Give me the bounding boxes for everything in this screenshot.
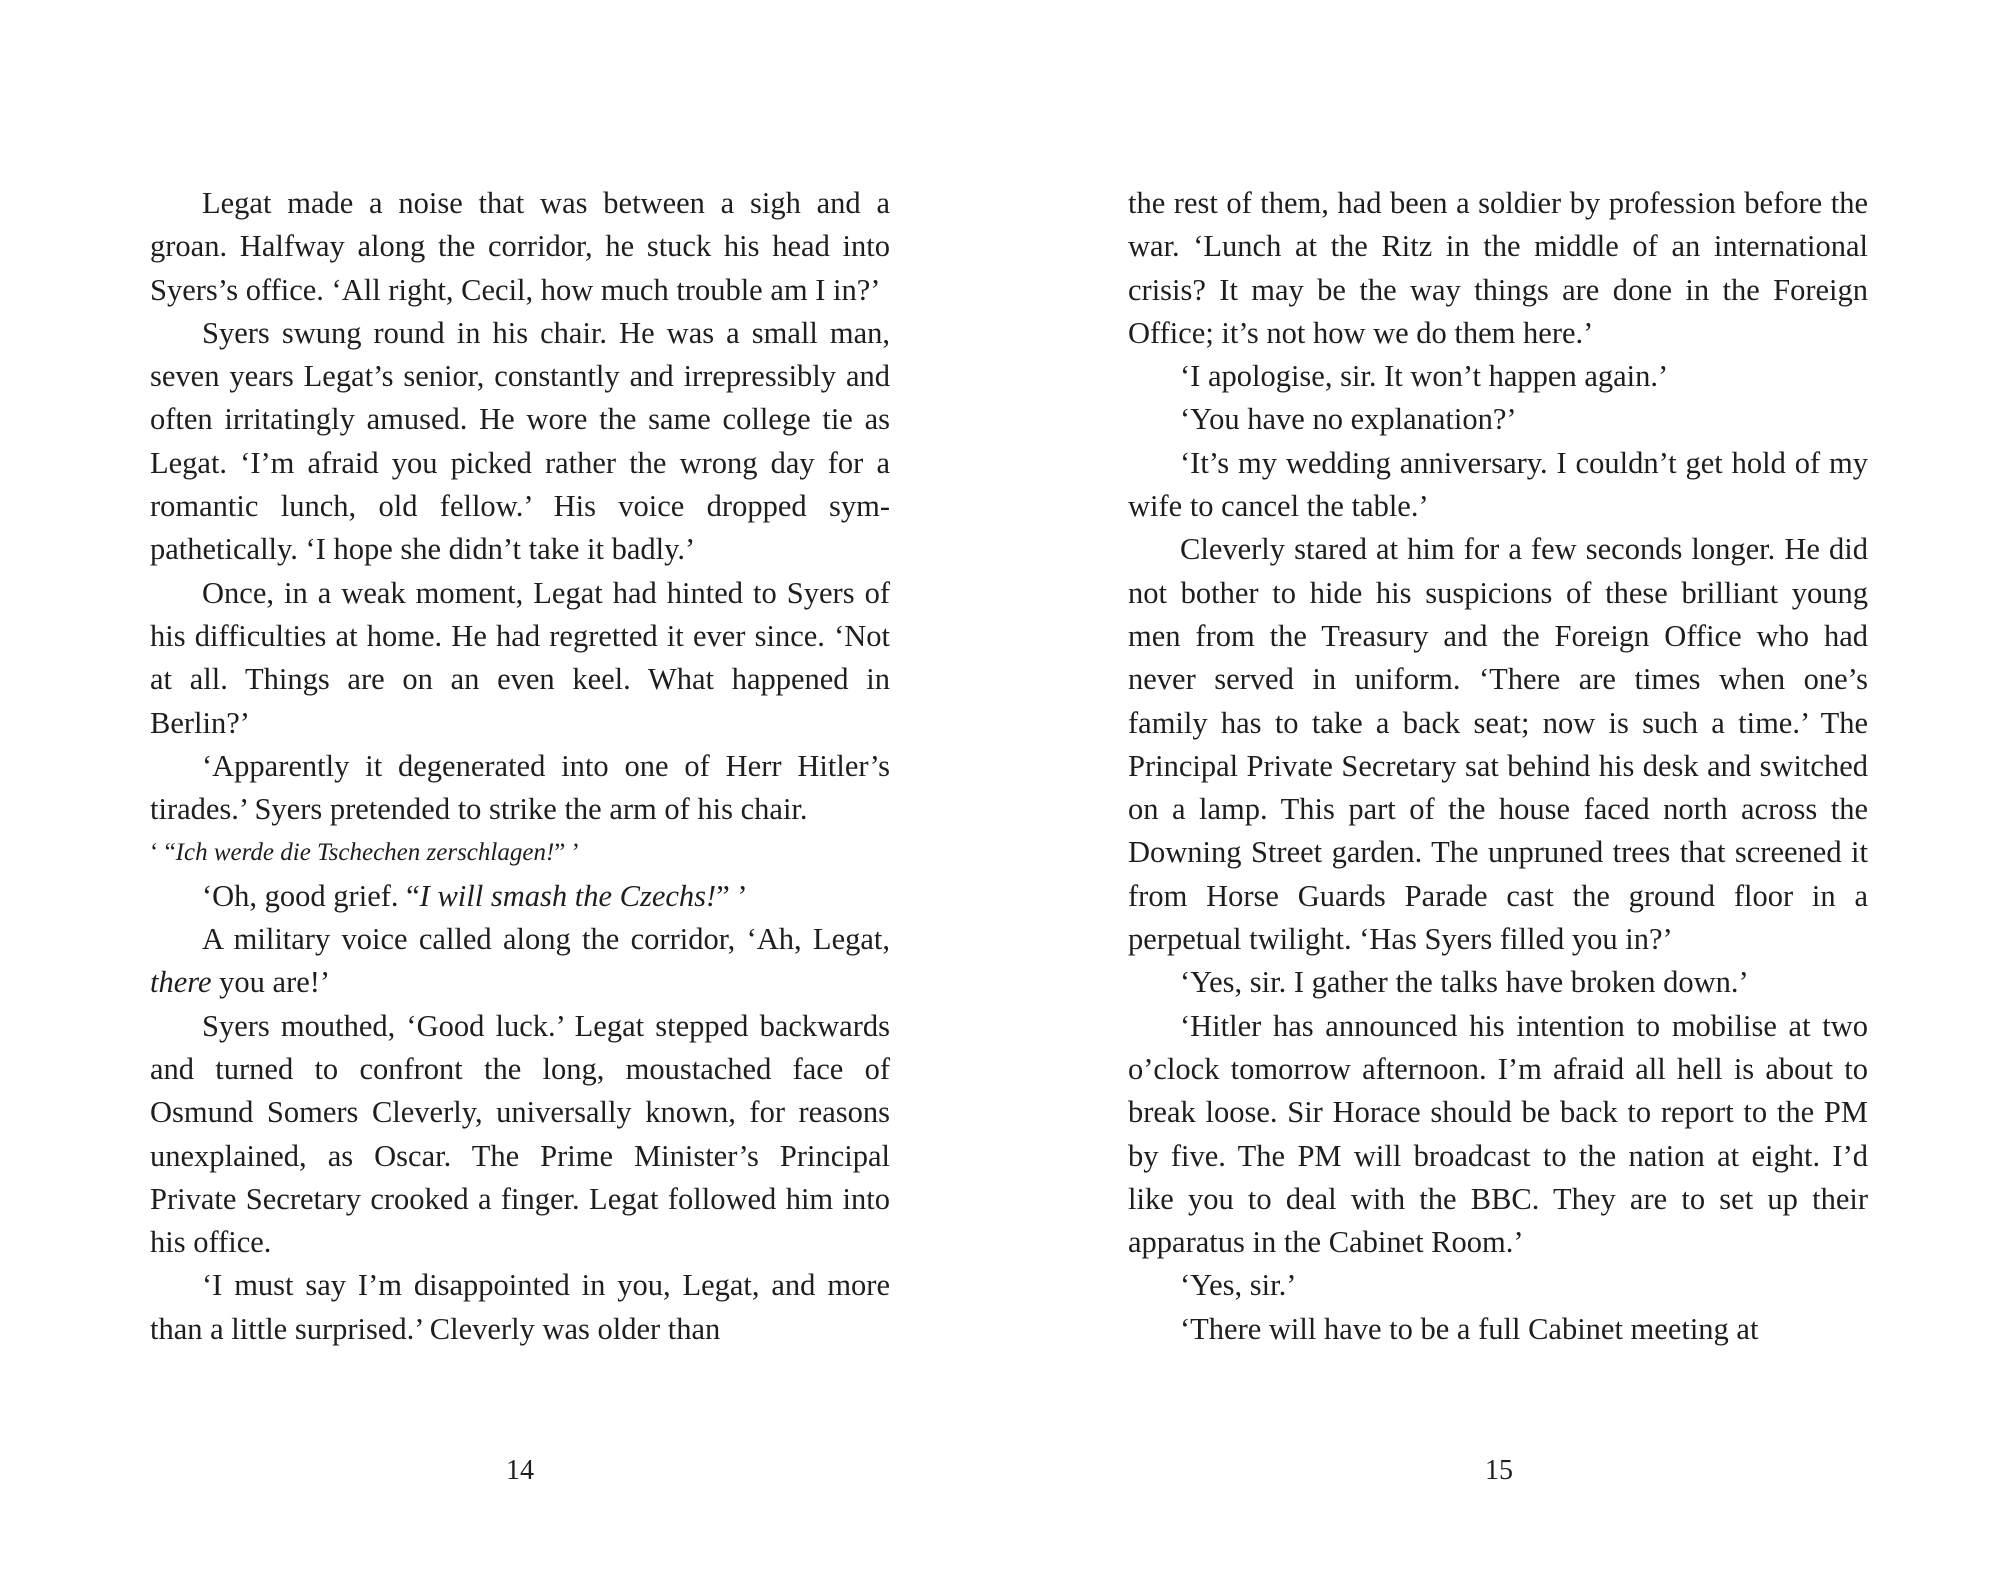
italic-quote-text: I will smash the Czechs! <box>419 878 717 913</box>
paragraph <box>150 918 890 1005</box>
left-text-column <box>150 182 890 1351</box>
german-quote-line <box>150 831 890 874</box>
german-quote-text: Ich werde die Tschechen zerschlagen! <box>175 839 555 867</box>
paragraph: ‘Apparently it degenerated into one of Herr Hitler’s tirades.’ Syers pretended to strike the arm of his chair. <box>150 748 890 827</box>
paragraph-continued: the rest of them, had been a soldier by profession before the war. ‘Lunch at the Ritz in the middle of an international crisis? It may be the way things are done in the Foreign Office; it’s not how we do them here.’ <box>1128 186 1868 350</box>
paragraph: ‘There will have to be a full Cabinet meeting at <box>1180 1311 1759 1346</box>
quote-open: ‘ “ <box>150 839 176 867</box>
paragraph-text: A military voice called along the corridor, ‘Ah, Legat, <box>202 922 890 957</box>
paragraph: ‘It’s my wedding anniversary. I couldn’t get hold of my wife to cancel the table.’ <box>1128 445 1868 524</box>
paragraph: ‘Hitler has announced his intention to mobilise at two o’clock tomorrow afternoon. I’m afraid all hell is about to break loose. Sir Horace should be back to report to the PM by five. The PM will broadcast to the nation at eight. I’d like you to deal with the BBC. They are to set up their apparatus in the Cabinet Room.’ <box>1128 1008 1868 1260</box>
paragraph: ‘I must say I’m disappointed in you, Legat, and more than a little surprised.’ Cleverly was older than <box>150 1268 890 1346</box>
italic-word: there <box>150 965 212 1000</box>
paragraph-text: you are!’ <box>211 965 331 1000</box>
paragraph-text: ‘Oh, good grief. “ <box>202 878 420 913</box>
page-number: 14 <box>506 1455 534 1486</box>
quote-close: ” ’ <box>716 878 748 913</box>
paragraph: ‘I apologise, sir. It won’t happen again.’ <box>1180 359 1669 394</box>
paragraph: Once, in a weak moment, Legat had hinted to Syers of his difficulties at home. He had regretted it ever since. ‘Not at all. Things are on an even keel. What happened in Berlin?’ <box>150 575 890 740</box>
quote-close: ” ’ <box>554 839 580 867</box>
right-text-column <box>1128 182 1868 1351</box>
paragraph: Syers swung round in his chair. He was a small man, seven years Legat’s senior, constantly and irrepressibly and often irritatingly amused. He wore the same college tie as Legat. ‘I’m afraid you picked rather the wrong day for a romantic lunch, old fellow.’ His voice dropped sympathetically. ‘I hope she didn’t take it badly.’ <box>150 315 890 567</box>
page-number: 15 <box>1485 1455 1513 1486</box>
paragraph: ‘You have no explanation?’ <box>1180 402 1517 437</box>
right-page <box>1000 0 2000 1569</box>
paragraph: Cleverly stared at him for a few seconds longer. He did not bother to hide his suspicions of these brilliant young men from the Treasury and the Foreign Office who had never served in uniform. ‘There are times when one’s family has to take a back seat; now is such a time.’ The Principal Private Secretary sat behind his desk and switched on a lamp. This part of the house faced north across the Downing Street garden. The unpruned trees that screened it from Horse Guards Parade cast the ground floor in a perpetual twilight. ‘Has Syers filled you in?’ <box>1128 532 1868 957</box>
paragraph: ‘Yes, sir.’ <box>1180 1268 1297 1303</box>
paragraph: Legat made a noise that was between a sigh and a groan. Halfway along the corridor, he stuck his head into Syers’s office. ‘All right, Cecil, how much trouble am I in?’ <box>150 186 890 307</box>
paragraph: ‘Yes, sir. I gather the talks have broken down.’ <box>1180 965 1749 1000</box>
paragraph <box>150 875 890 918</box>
paragraph: Syers mouthed, ‘Good luck.’ Legat stepped backwards and turned to confront the long, moustached face of Osmund Somers Cleverly, universally known, for reasons unexplained, as Oscar. The Prime Minister’s Principal Private Secretary crooked a finger. Legat followed him into his office. <box>150 1008 890 1260</box>
